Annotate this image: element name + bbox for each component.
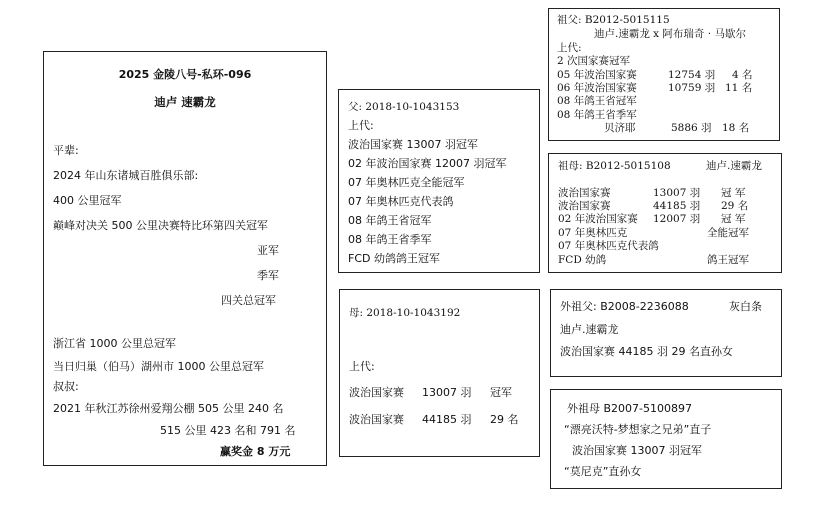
grandfather-result: 18 名 bbox=[722, 122, 750, 134]
peer-line: 叔叔: bbox=[53, 380, 79, 393]
grandfather-result: 4 名 bbox=[732, 69, 753, 81]
grandfather-race: 06 年波治国家赛 bbox=[557, 82, 637, 94]
grandmother-birds: 44185 羽 bbox=[653, 200, 701, 212]
grandfather-birds: 10759 羽 bbox=[668, 82, 716, 94]
maternal-grandfather-name: 迪卢.速霸龙 bbox=[560, 323, 619, 336]
grandmother-birds: 12007 羽 bbox=[653, 213, 701, 225]
peer-line: 巅峰对决关 500 公里决赛特比环第四关冠军 bbox=[53, 219, 268, 232]
main-panel bbox=[43, 51, 327, 466]
grandmother-birds: 13007 羽 bbox=[653, 187, 701, 199]
peer-line: 浙江省 1000 公里总冠军 bbox=[53, 337, 176, 350]
mother-birds: 13007 羽 bbox=[422, 386, 472, 399]
maternal-grandfather-panel bbox=[550, 289, 782, 377]
maternal-grandmother-panel bbox=[550, 389, 782, 489]
mother-result: 29 名 bbox=[490, 413, 519, 426]
grandmother-result: 冠 军 bbox=[721, 187, 746, 199]
paternal-grandfather-panel bbox=[548, 8, 780, 141]
mother-race: 波治国家赛 bbox=[349, 413, 404, 426]
maternal-grandmother-line: “莫尼克”直孙女 bbox=[564, 465, 642, 478]
peer-line: 2024 年山东诸城百胜俱乐部: bbox=[53, 169, 199, 182]
grandmother-race: 02 年波治国家赛 bbox=[558, 213, 638, 225]
mother-ring: 母: 2018-10-1043192 bbox=[349, 307, 461, 319]
father-line: FCD 幼鸽鸽王冠军 bbox=[348, 252, 440, 265]
grandfather-line: 08 年鸽王省冠军 bbox=[557, 95, 637, 107]
father-line: 02 年波治国家赛 12007 羽冠军 bbox=[348, 157, 507, 170]
peers-label: 平辈: bbox=[53, 144, 79, 157]
grandfather-line: 2 次国家赛冠军 bbox=[557, 55, 631, 67]
maternal-grandfather-line: 波治国家赛 44185 羽 29 名直孙女 bbox=[560, 345, 733, 358]
grandmother-race: FCD 幼鸽 bbox=[558, 254, 607, 266]
grandmother-race: 波治国家赛 bbox=[558, 187, 611, 199]
grandfather-birds: 5886 羽 bbox=[671, 122, 712, 134]
maternal-grandmother-ring: 外祖母 B2007-5100897 bbox=[567, 402, 692, 415]
father-line: 07 年奥林匹克全能冠军 bbox=[348, 176, 465, 189]
grandfather-race: 05 年波治国家赛 bbox=[557, 69, 637, 81]
grandmother-result: 全能冠军 bbox=[707, 227, 749, 239]
maternal-grandmother-line: “漂亮沃特-梦想家之兄弟”直子 bbox=[564, 423, 712, 436]
father-ancestors-label: 上代: bbox=[348, 119, 374, 132]
father-line: 波治国家赛 13007 羽冠军 bbox=[348, 138, 478, 151]
grandfather-result: 11 名 bbox=[725, 82, 753, 94]
peer-line: 515 公里 423 名和 791 名 bbox=[160, 424, 296, 437]
peer-line: 季军 bbox=[257, 269, 279, 282]
pigeon-title: 2025 金陵八号-私环-096 bbox=[118, 68, 252, 81]
grandmother-result: 29 名 bbox=[721, 200, 749, 212]
mother-birds: 44185 羽 bbox=[422, 413, 472, 426]
mother-panel bbox=[339, 289, 540, 457]
paternal-grandmother-panel bbox=[548, 153, 782, 273]
peer-line: 亚军 bbox=[257, 244, 279, 257]
grandfather-name: 迪卢.速霸龙 x 阿布瑞奇 · 马歇尔 bbox=[594, 28, 746, 40]
grandfather-birds: 12754 羽 bbox=[668, 69, 716, 81]
grandmother-result: 冠 军 bbox=[721, 213, 746, 225]
prize-amount: 赢奖金 8 万元 bbox=[220, 445, 291, 458]
father-ring: 父: 2018-10-1043153 bbox=[348, 101, 460, 113]
peer-line: 四关总冠军 bbox=[221, 294, 276, 307]
mother-race: 波治国家赛 bbox=[349, 386, 404, 399]
mother-ancestors-label: 上代: bbox=[349, 360, 375, 373]
mother-result: 冠军 bbox=[490, 386, 512, 399]
maternal-grandfather-ring: 外祖父: B2008-2236088 bbox=[560, 300, 689, 313]
grandfather-race: 贝济耶 bbox=[604, 122, 636, 134]
father-panel bbox=[338, 89, 540, 273]
father-line: 08 年鸽王省冠军 bbox=[348, 214, 432, 227]
grandmother-ring: 祖母: B2012-5015108 bbox=[558, 160, 671, 172]
grandfather-ancestors-label: 上代: bbox=[557, 42, 582, 54]
grandfather-ring: 祖父: B2012-5015115 bbox=[557, 14, 670, 26]
grandmother-race: 波治国家赛 bbox=[558, 200, 611, 212]
grandmother-race: 07 年奥林匹克代表鸽 bbox=[558, 240, 659, 252]
grandfather-line: 08 年鸽王省季军 bbox=[557, 109, 637, 121]
peer-line: 400 公里冠军 bbox=[53, 194, 122, 207]
maternal-grandfather-color: 灰白条 bbox=[729, 300, 762, 313]
grandmother-name: 迪卢.速霸龙 bbox=[706, 160, 762, 172]
maternal-grandmother-line: 波治国家赛 13007 羽冠军 bbox=[572, 444, 702, 457]
peer-line: 2021 年秋江苏徐州爱翔公棚 505 公里 240 名 bbox=[53, 402, 284, 415]
father-line: 08 年鸽王省季军 bbox=[348, 233, 432, 246]
father-line: 07 年奥林匹克代表鸽 bbox=[348, 195, 454, 208]
grandmother-result: 鸽王冠军 bbox=[707, 254, 749, 266]
pigeon-name: 迪卢 速霸龙 bbox=[154, 95, 216, 109]
grandmother-race: 07 年奥林匹克 bbox=[558, 227, 628, 239]
peer-line: 当日归巢（伯马）湖州市 1000 公里总冠军 bbox=[53, 360, 264, 373]
